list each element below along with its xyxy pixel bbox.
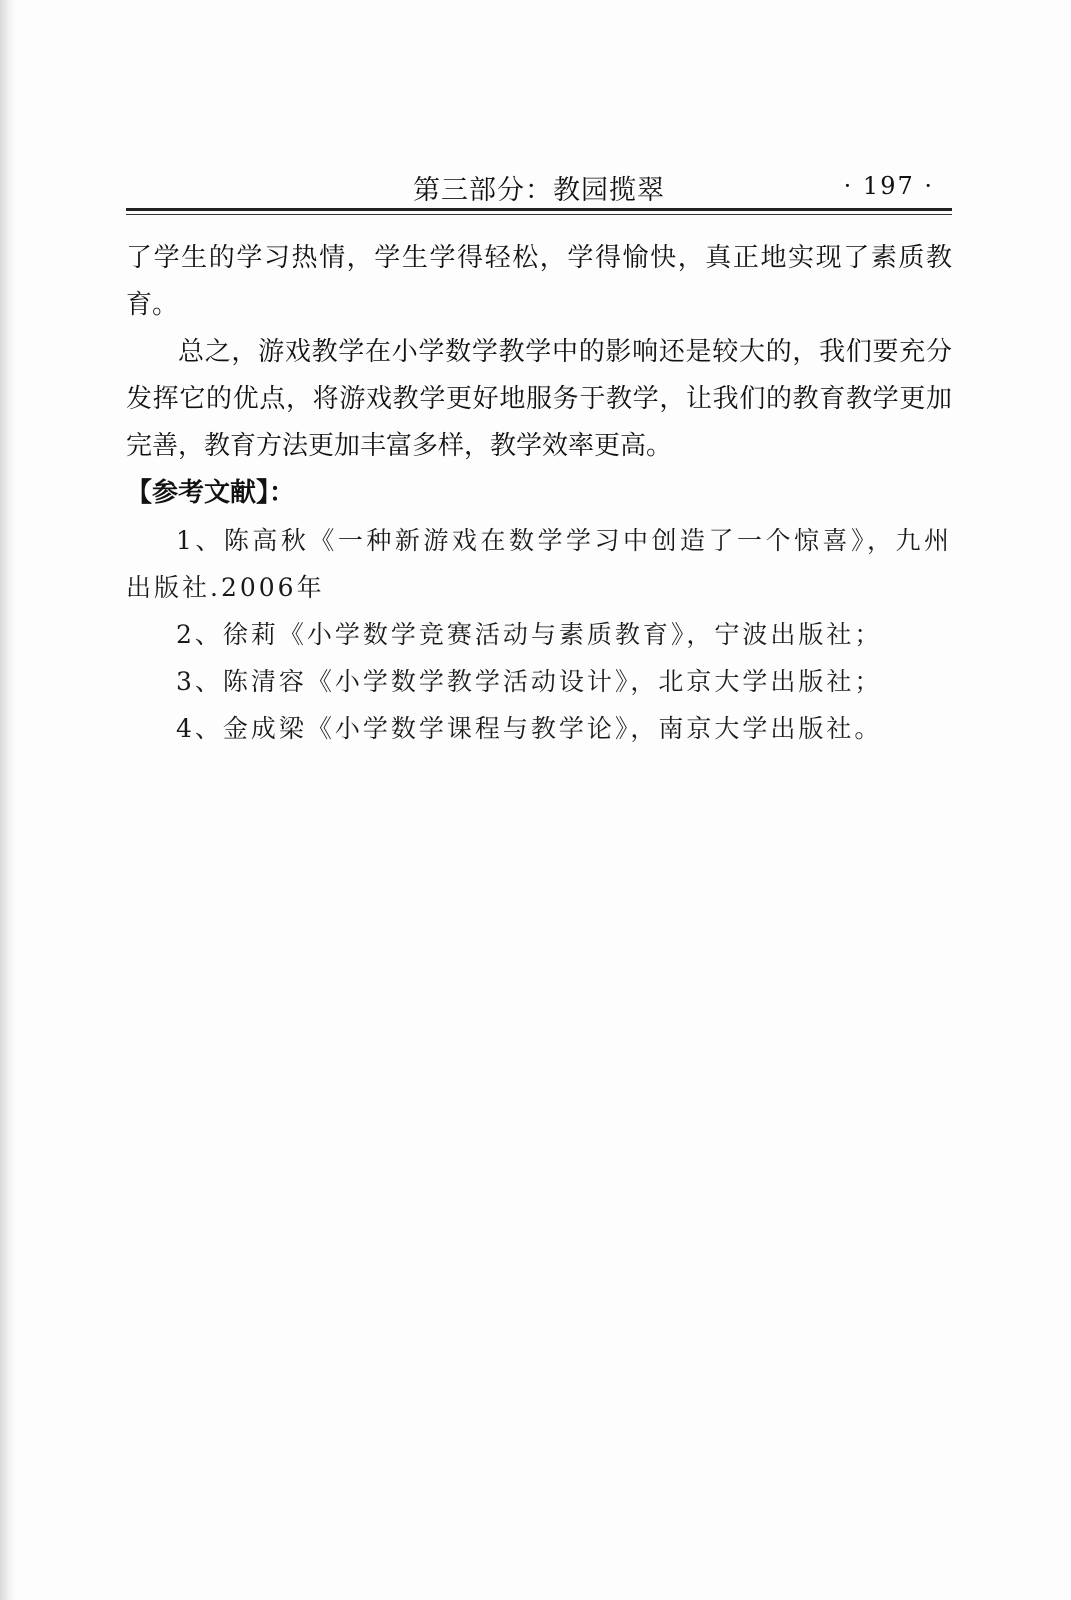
paragraph: 总之，游戏教学在小学数学教学中的影响还是较大的，我们要充分发挥它的优点，将游戏教学更好地服务于教学，让我们的教育教学更加完善，教育方法更加丰富多样，教学效率更高。 <box>126 337 952 461</box>
references-heading: 【参考文献】： <box>126 478 296 508</box>
header-rule-thin <box>126 214 952 215</box>
section-title: 第三部分：教园揽翠 <box>413 175 665 206</box>
page-number: · 197 · <box>843 172 934 200</box>
scan-edge-shadow <box>0 0 16 1600</box>
paragraph: 了学生的学习热情，学生学得轻松，学得愉快，真正地实现了素质教育。 <box>126 243 952 320</box>
reference-item: 3、陈清容《小学数学教学活动设计》，北京大学出版社； <box>176 667 883 696</box>
reference-item: 4、金成梁《小学数学课程与教学论》，南京大学出版社。 <box>176 714 883 743</box>
reference-item: 2、徐莉《小学数学竞赛活动与素质教育》，宁波出版社； <box>176 620 883 649</box>
body-text <box>126 235 952 752</box>
book-page <box>126 160 952 1560</box>
running-header <box>126 160 952 206</box>
reference-item: 1、陈高秋《一种新游戏在数学学习中创造了一个惊喜》，九州出版社.2006年 <box>126 526 952 602</box>
header-rule-thick <box>126 208 952 211</box>
